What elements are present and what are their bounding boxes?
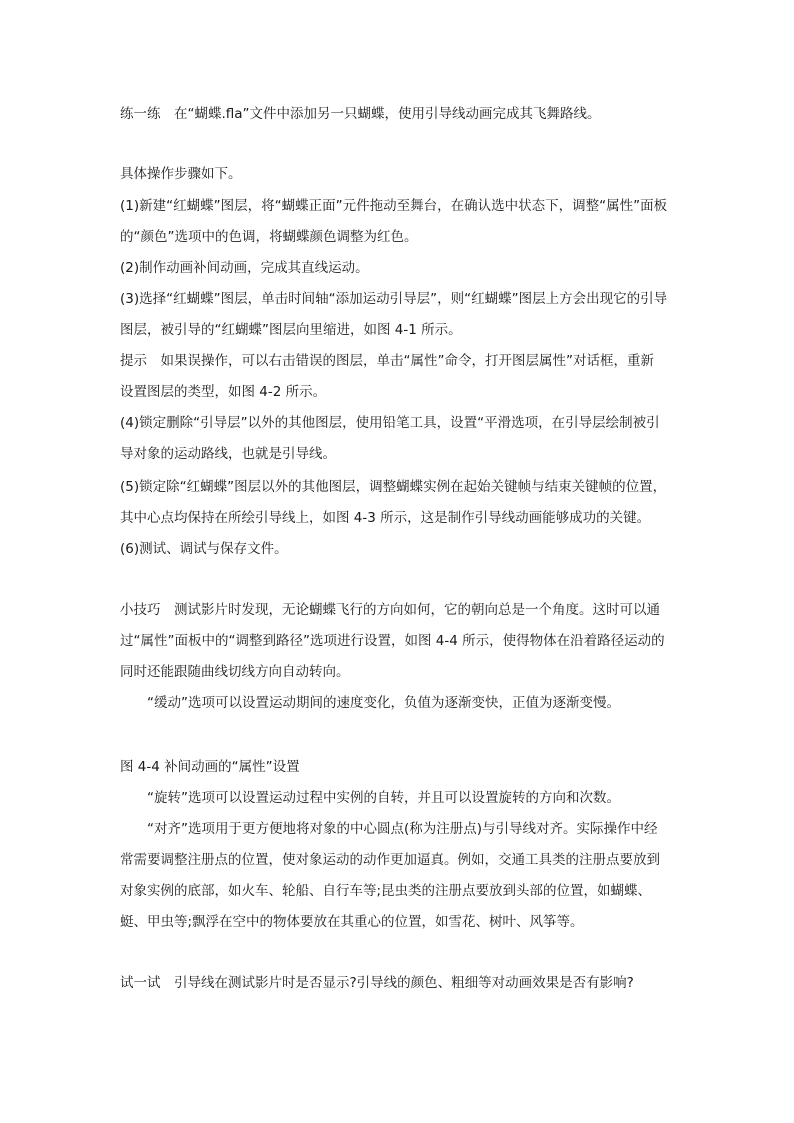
step-1-line-2: 的“颜色”选项中的色调，将蝴蝶颜色调整为红色。 [120,229,418,245]
step-1-line-1: (1)新建“红蝴蝶”图层，将“蝴蝶正面”元件拖动至舞台，在确认选中状态下，调整“属性”面板 [120,198,668,214]
exercise-paragraph: 练一练 在“蝴蝶.fla”文件中添加另一只蝴蝶，使用引导线动画完成其飞舞路线。 [120,106,601,122]
trick-line-1: 小技巧 测试影片时发现，无论蝴蝶飞行的方向如何，它的朝向总是一个角度。这时可以通 [120,602,660,618]
tip-line-1: 提示 如果误操作，可以右击错误的图层，单击“属性”命令，打开图层属性”对话框，重新 [120,353,654,369]
figure-caption: 图 4-4 补间动画的“属性”设置 [120,759,300,775]
trick-line-2: 过“属性”面板中的“调整到路径”选项进行设置，如图 4-4 所示，使得物体在沿着路径运动的 [120,633,665,649]
step-6: (6)测试、调试与保存文件。 [120,541,288,557]
step-5-line-1: (5)锁定除“红蝴蝶”图层以外的其他图层，调整蝴蝶实例在起始关键帧与结束关键帧的位置， [120,479,667,495]
step-5-line-2: 其中心点均保持在所绘引导线上，如图 4-3 所示，这是制作引导线动画能够成功的关键。 [120,510,651,526]
align-line-1: “对齐”选项用于更方便地将对象的中心圆点(称为注册点)与引导线对齐。实际操作中经 [147,821,658,837]
trick-line-3: 同时还能跟随曲线切线方向自动转向。 [120,664,350,680]
rotate-paragraph: “旋转”选项可以设置运动过程中实例的自转，并且可以设置旋转的方向和次数。 [147,790,620,806]
try-paragraph: 试一试 引导线在测试影片时是否显示?引导线的颜色、粗细等对动画效果是否有影响? [120,975,634,991]
step-2: (2)制作动画补间动画，完成其直线运动。 [120,260,369,276]
steps-intro: 具体操作步骤如下。 [120,166,242,182]
align-line-3: 对象实例的底部，如火车、轮船、自行车等;昆虫类的注册点要放到头部的位置，如蝴蝶、 [120,883,652,899]
align-line-4: 蜓、甲虫等;飘浮在空中的物体要放在其重心的位置，如雪花、树叶、风筝等。 [120,914,584,930]
step-4-line-2: 导对象的运动路线，也就是引导线。 [120,446,336,462]
tip-line-2: 设置图层的类型，如图 4-2 所示。 [120,384,327,400]
step-3-line-2: 图层，被引导的“红蝴蝶”图层向里缩进，如图 4-1 所示。 [120,322,462,338]
step-3-line-1: (3)选择“红蝴蝶”图层，单击时间轴“添加运动引导层”，则“红蝴蝶”图层上方会出现它的引导 [120,291,668,307]
align-line-2: 常需要调整注册点的位置，使对象运动的动作更加逼真。例如，交通工具类的注册点要放到 [120,852,660,868]
step-4-line-1: (4)锁定删除“引导层”以外的其他图层，使用铅笔工具，设置“平滑选项，在引导层绘制被引 [120,415,660,431]
ease-paragraph: “缓动”选项可以设置运动期间的速度变化，负值为逐渐变快，正值为逐渐变慢。 [147,695,620,711]
